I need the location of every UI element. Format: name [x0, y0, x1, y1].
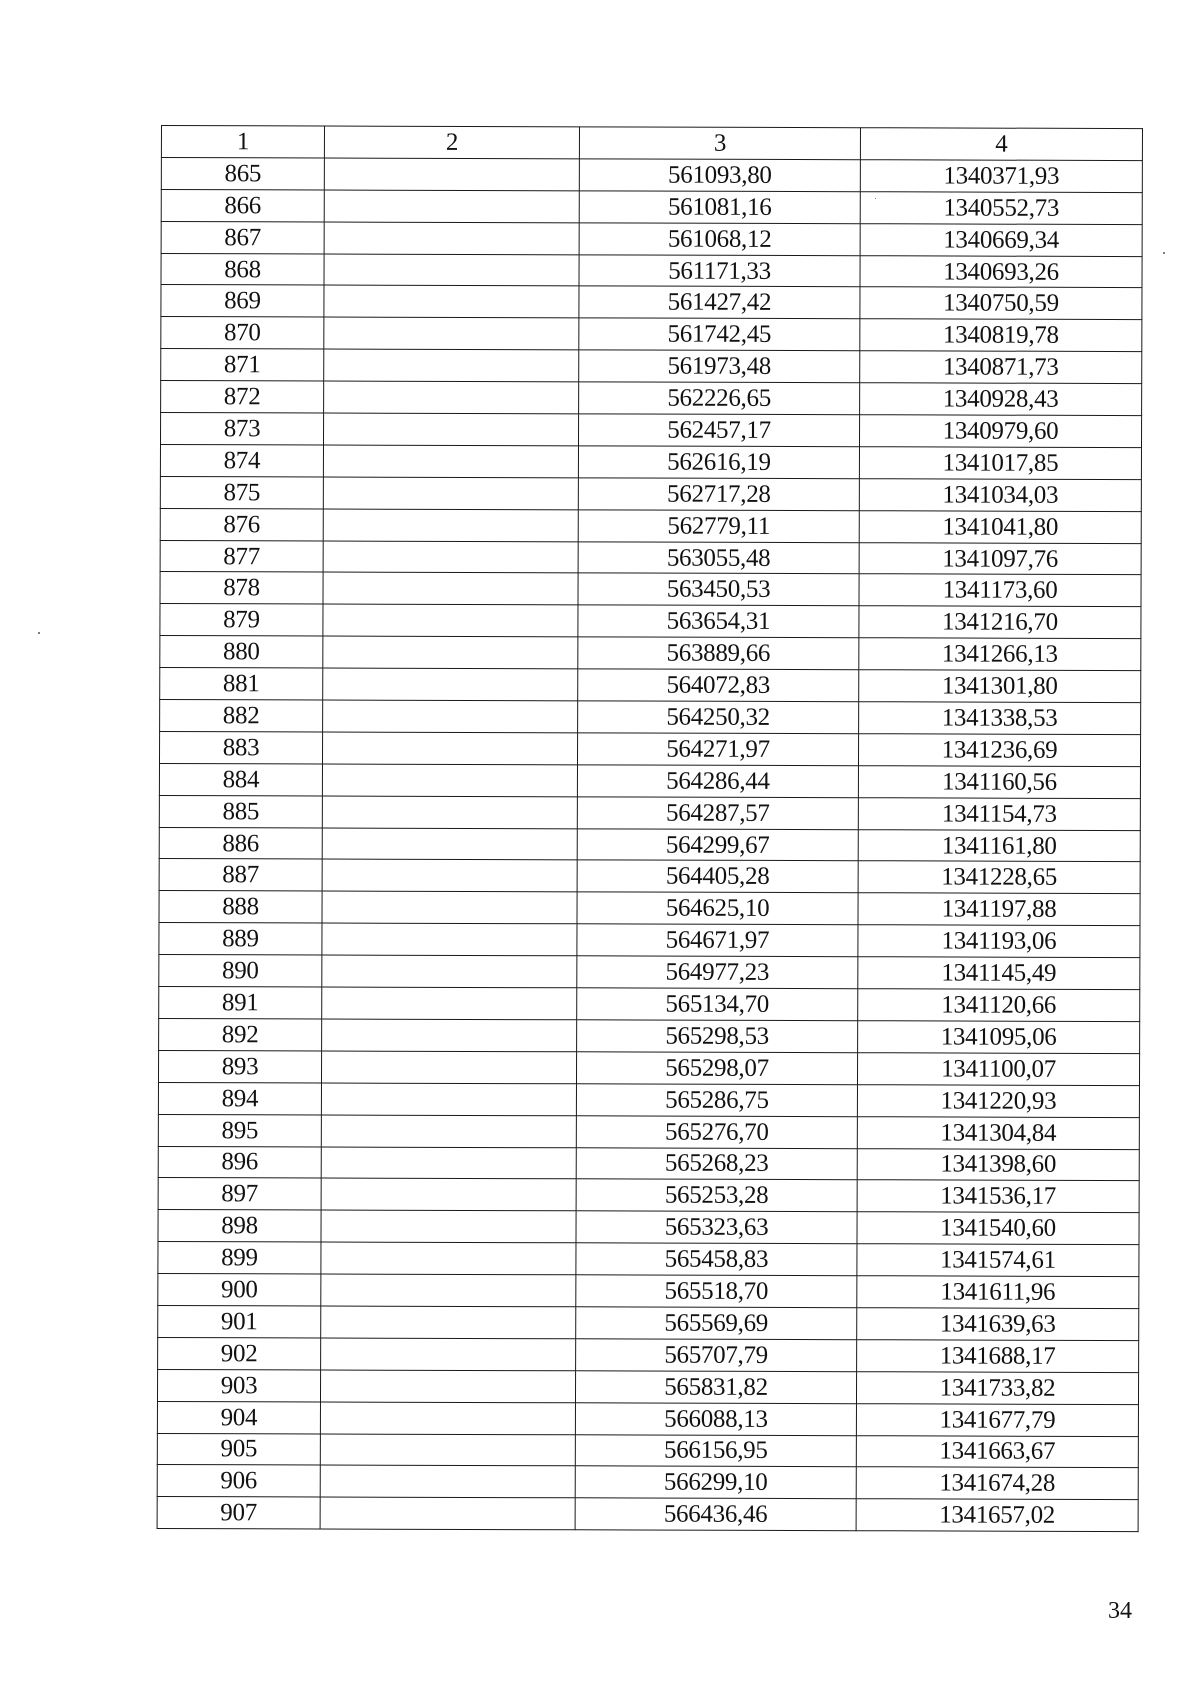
x-coordinate-cell: 565518,70 — [576, 1275, 857, 1308]
empty-cell — [323, 445, 578, 478]
table-row — [161, 285, 1142, 320]
point-number-cell: 865 — [161, 157, 324, 189]
y-coordinate-cell: 1341574,61 — [857, 1244, 1139, 1277]
table-row — [161, 157, 1142, 192]
empty-cell — [320, 1434, 575, 1467]
empty-cell — [321, 1210, 576, 1243]
x-coordinate-cell: 564271,97 — [577, 733, 858, 766]
table-row — [161, 317, 1142, 352]
y-coordinate-cell: 1341154,73 — [858, 797, 1140, 830]
empty-cell — [322, 1019, 577, 1052]
x-coordinate-cell: 565298,07 — [576, 1052, 857, 1085]
point-number-cell: 897 — [158, 1178, 321, 1210]
point-number-cell: 881 — [160, 668, 323, 700]
empty-cell — [324, 254, 579, 287]
empty-cell — [321, 1242, 576, 1275]
y-coordinate-cell: 1341120,66 — [858, 989, 1140, 1022]
table-row — [158, 1114, 1139, 1149]
point-number-cell: 892 — [159, 1018, 322, 1050]
y-coordinate-cell: 1340819,78 — [860, 319, 1142, 352]
y-coordinate-cell: 1341536,17 — [857, 1180, 1139, 1213]
coordinates-table — [157, 125, 1143, 1532]
empty-cell — [321, 1083, 576, 1116]
table-row — [161, 349, 1142, 384]
y-coordinate-cell: 1341160,56 — [858, 766, 1140, 799]
table-row — [159, 891, 1140, 926]
y-coordinate-cell: 1341097,76 — [859, 542, 1141, 575]
empty-cell — [323, 700, 578, 733]
x-coordinate-cell: 561068,12 — [579, 222, 860, 255]
table-row — [160, 636, 1141, 671]
table-row — [157, 1465, 1138, 1500]
empty-cell — [324, 285, 579, 318]
empty-cell — [322, 955, 577, 988]
y-coordinate-cell: 1341216,70 — [859, 606, 1141, 639]
x-coordinate-cell: 564287,57 — [577, 797, 858, 830]
table-row — [159, 795, 1140, 830]
x-coordinate-cell: 565268,23 — [576, 1147, 857, 1180]
table-row — [158, 1178, 1139, 1213]
y-coordinate-cell: 1341095,06 — [858, 1021, 1140, 1054]
y-coordinate-cell: 1340750,59 — [860, 287, 1142, 320]
empty-cell — [321, 1178, 576, 1211]
point-number-cell: 901 — [158, 1305, 321, 1337]
point-number-cell: 869 — [161, 285, 324, 317]
point-number-cell: 879 — [160, 604, 323, 636]
y-coordinate-cell: 1341017,85 — [859, 447, 1141, 480]
y-coordinate-cell: 1341034,03 — [859, 478, 1141, 511]
page-number: 34 — [1108, 1598, 1132, 1624]
x-coordinate-cell: 562717,28 — [578, 478, 859, 511]
x-coordinate-cell: 566156,95 — [575, 1434, 856, 1467]
y-coordinate-cell: 1341197,88 — [858, 893, 1140, 926]
y-coordinate-cell: 1341220,93 — [857, 1084, 1139, 1117]
x-coordinate-cell: 565323,63 — [576, 1211, 857, 1244]
x-coordinate-cell: 565458,83 — [576, 1243, 857, 1276]
x-coordinate-cell: 565707,79 — [576, 1339, 857, 1372]
column-header-4: 4 — [860, 128, 1142, 161]
point-number-cell: 866 — [161, 189, 324, 221]
table-row — [159, 827, 1140, 862]
empty-cell — [322, 764, 577, 797]
table-row — [158, 1050, 1139, 1085]
empty-cell — [323, 413, 578, 446]
column-header-2: 2 — [324, 126, 579, 159]
x-coordinate-cell: 561742,45 — [579, 318, 860, 351]
empty-cell — [324, 381, 579, 414]
point-number-cell: 907 — [157, 1497, 320, 1529]
scan-speck — [1163, 252, 1165, 254]
table-row — [159, 763, 1140, 798]
y-coordinate-cell: 1341674,28 — [856, 1467, 1138, 1500]
x-coordinate-cell: 565276,70 — [576, 1115, 857, 1148]
table-row — [160, 413, 1141, 448]
y-coordinate-cell: 1341677,79 — [856, 1403, 1138, 1436]
table-row — [160, 700, 1141, 735]
point-number-cell: 867 — [161, 221, 324, 253]
point-number-cell: 887 — [159, 859, 322, 891]
x-coordinate-cell: 562226,65 — [579, 382, 860, 415]
table-row — [159, 859, 1140, 894]
x-coordinate-cell: 564405,28 — [577, 860, 858, 893]
point-number-cell: 896 — [158, 1146, 321, 1178]
empty-cell — [321, 1147, 576, 1180]
point-number-cell: 880 — [160, 636, 323, 668]
empty-cell — [324, 349, 579, 382]
empty-cell — [322, 923, 577, 956]
table-row — [158, 1305, 1139, 1340]
point-number-cell: 886 — [159, 827, 322, 859]
y-coordinate-cell: 1340928,43 — [860, 383, 1142, 416]
y-coordinate-cell: 1341304,84 — [857, 1116, 1139, 1149]
empty-cell — [320, 1497, 575, 1530]
x-coordinate-cell: 562779,11 — [578, 510, 859, 543]
x-coordinate-cell: 565569,69 — [576, 1307, 857, 1340]
point-number-cell: 877 — [160, 540, 323, 572]
table-row — [159, 987, 1140, 1022]
column-header-1: 1 — [161, 126, 324, 158]
table-row — [160, 508, 1141, 543]
y-coordinate-cell: 1341236,69 — [858, 734, 1140, 767]
table-row — [158, 1274, 1139, 1309]
x-coordinate-cell: 566088,13 — [575, 1402, 856, 1435]
y-coordinate-cell: 1341733,82 — [856, 1371, 1138, 1404]
point-number-cell: 903 — [157, 1369, 320, 1401]
table-row — [161, 189, 1142, 224]
point-number-cell: 893 — [158, 1050, 321, 1082]
empty-cell — [322, 796, 577, 829]
point-number-cell: 876 — [160, 508, 323, 540]
point-number-cell: 898 — [158, 1210, 321, 1242]
empty-cell — [323, 541, 578, 574]
y-coordinate-cell: 1341540,60 — [857, 1212, 1139, 1245]
point-number-cell: 900 — [158, 1274, 321, 1306]
table-header-row — [161, 126, 1142, 161]
point-number-cell: 870 — [161, 317, 324, 349]
empty-cell — [323, 636, 578, 669]
y-coordinate-cell: 1341173,60 — [859, 574, 1141, 607]
point-number-cell: 884 — [159, 763, 322, 795]
y-coordinate-cell: 1341161,80 — [858, 829, 1140, 862]
point-number-cell: 906 — [157, 1465, 320, 1497]
x-coordinate-cell: 566436,46 — [575, 1498, 856, 1531]
empty-cell — [324, 190, 579, 223]
scan-speck — [38, 632, 40, 634]
y-coordinate-cell: 1341193,06 — [858, 925, 1140, 958]
table-row — [159, 923, 1140, 958]
empty-cell — [321, 1274, 576, 1307]
scan-speck — [875, 198, 876, 199]
table-row — [158, 1082, 1139, 1117]
empty-cell — [322, 891, 577, 924]
column-header-3: 3 — [579, 127, 860, 160]
x-coordinate-cell: 563654,31 — [578, 605, 859, 638]
point-number-cell: 885 — [159, 795, 322, 827]
empty-cell — [323, 604, 578, 637]
table-row — [157, 1433, 1138, 1468]
point-number-cell: 891 — [159, 987, 322, 1019]
empty-cell — [323, 572, 578, 605]
table-row — [160, 540, 1141, 575]
table-row — [161, 221, 1142, 256]
point-number-cell: 875 — [160, 476, 323, 508]
point-number-cell: 878 — [160, 572, 323, 604]
point-number-cell: 868 — [161, 253, 324, 285]
table-row — [160, 572, 1141, 607]
x-coordinate-cell: 562457,17 — [578, 414, 859, 447]
x-coordinate-cell: 564072,83 — [578, 669, 859, 702]
empty-cell — [322, 859, 577, 892]
empty-cell — [320, 1370, 575, 1403]
table-body — [157, 157, 1142, 1531]
empty-cell — [322, 987, 577, 1020]
x-coordinate-cell: 565134,70 — [577, 988, 858, 1021]
x-coordinate-cell: 562616,19 — [578, 446, 859, 479]
point-number-cell: 904 — [157, 1401, 320, 1433]
empty-cell — [324, 222, 579, 255]
empty-cell — [321, 1306, 576, 1339]
empty-cell — [323, 509, 578, 542]
empty-cell — [320, 1465, 575, 1498]
x-coordinate-cell: 564250,32 — [578, 701, 859, 734]
y-coordinate-cell: 1341145,49 — [858, 957, 1140, 990]
table-row — [160, 444, 1141, 479]
x-coordinate-cell: 561081,16 — [579, 191, 860, 224]
y-coordinate-cell: 1341338,53 — [859, 702, 1141, 735]
table-row — [157, 1497, 1138, 1532]
x-coordinate-cell: 561427,42 — [579, 286, 860, 319]
point-number-cell: 873 — [160, 413, 323, 445]
x-coordinate-cell: 561171,33 — [579, 254, 860, 287]
y-coordinate-cell: 1341100,07 — [857, 1053, 1139, 1086]
y-coordinate-cell: 1341398,60 — [857, 1148, 1139, 1181]
y-coordinate-cell: 1341688,17 — [857, 1340, 1139, 1373]
x-coordinate-cell: 564286,44 — [577, 765, 858, 798]
y-coordinate-cell: 1341266,13 — [859, 638, 1141, 671]
empty-cell — [322, 732, 577, 765]
x-coordinate-cell: 563889,66 — [578, 637, 859, 670]
table-row — [158, 1242, 1139, 1277]
table-row — [159, 1018, 1140, 1053]
empty-cell — [324, 317, 579, 350]
table-row — [157, 1401, 1138, 1436]
empty-cell — [321, 1115, 576, 1148]
empty-cell — [321, 1338, 576, 1371]
table-row — [160, 668, 1141, 703]
point-number-cell: 871 — [161, 349, 324, 381]
x-coordinate-cell: 565831,82 — [575, 1371, 856, 1404]
y-coordinate-cell: 1340871,73 — [860, 351, 1142, 384]
x-coordinate-cell: 563450,53 — [578, 573, 859, 606]
y-coordinate-cell: 1341657,02 — [856, 1499, 1138, 1532]
y-coordinate-cell: 1341663,67 — [856, 1435, 1138, 1468]
table-row — [160, 604, 1141, 639]
x-coordinate-cell: 565253,28 — [576, 1179, 857, 1212]
table-row — [159, 955, 1140, 990]
point-number-cell: 888 — [159, 891, 322, 923]
y-coordinate-cell: 1341301,80 — [859, 670, 1141, 703]
x-coordinate-cell: 564299,67 — [577, 828, 858, 861]
y-coordinate-cell: 1340979,60 — [859, 415, 1141, 448]
table-row — [161, 253, 1142, 288]
point-number-cell: 899 — [158, 1242, 321, 1274]
table-row — [158, 1146, 1139, 1181]
point-number-cell: 890 — [159, 955, 322, 987]
y-coordinate-cell: 1340552,73 — [860, 191, 1142, 224]
empty-cell — [322, 828, 577, 861]
x-coordinate-cell: 565298,53 — [577, 1020, 858, 1053]
point-number-cell: 894 — [158, 1082, 321, 1114]
empty-cell — [323, 668, 578, 701]
x-coordinate-cell: 564977,23 — [577, 956, 858, 989]
x-coordinate-cell: 565286,75 — [576, 1084, 857, 1117]
x-coordinate-cell: 563055,48 — [578, 541, 859, 574]
y-coordinate-cell: 1341611,96 — [857, 1276, 1139, 1309]
point-number-cell: 874 — [160, 444, 323, 476]
y-coordinate-cell: 1340371,93 — [860, 160, 1142, 193]
point-number-cell: 883 — [159, 731, 322, 763]
x-coordinate-cell: 564625,10 — [577, 892, 858, 925]
y-coordinate-cell: 1341639,63 — [857, 1308, 1139, 1341]
empty-cell — [323, 477, 578, 510]
table-row — [159, 731, 1140, 766]
table-row — [161, 381, 1142, 416]
empty-cell — [321, 1051, 576, 1084]
point-number-cell: 882 — [160, 700, 323, 732]
point-number-cell: 905 — [157, 1433, 320, 1465]
table-row — [158, 1210, 1139, 1245]
table-row — [158, 1337, 1139, 1372]
point-number-cell: 889 — [159, 923, 322, 955]
y-coordinate-cell: 1340693,26 — [860, 255, 1142, 288]
y-coordinate-cell: 1340669,34 — [860, 223, 1142, 256]
y-coordinate-cell: 1341041,80 — [859, 510, 1141, 543]
point-number-cell: 895 — [158, 1114, 321, 1146]
empty-cell — [320, 1402, 575, 1435]
point-number-cell: 902 — [158, 1337, 321, 1369]
x-coordinate-cell: 561973,48 — [579, 350, 860, 383]
table-row — [157, 1369, 1138, 1404]
point-number-cell: 872 — [161, 381, 324, 413]
x-coordinate-cell: 566299,10 — [575, 1466, 856, 1499]
table-row — [160, 476, 1141, 511]
y-coordinate-cell: 1341228,65 — [858, 861, 1140, 894]
x-coordinate-cell: 564671,97 — [577, 924, 858, 957]
empty-cell — [324, 158, 579, 191]
x-coordinate-cell: 561093,80 — [579, 159, 860, 192]
